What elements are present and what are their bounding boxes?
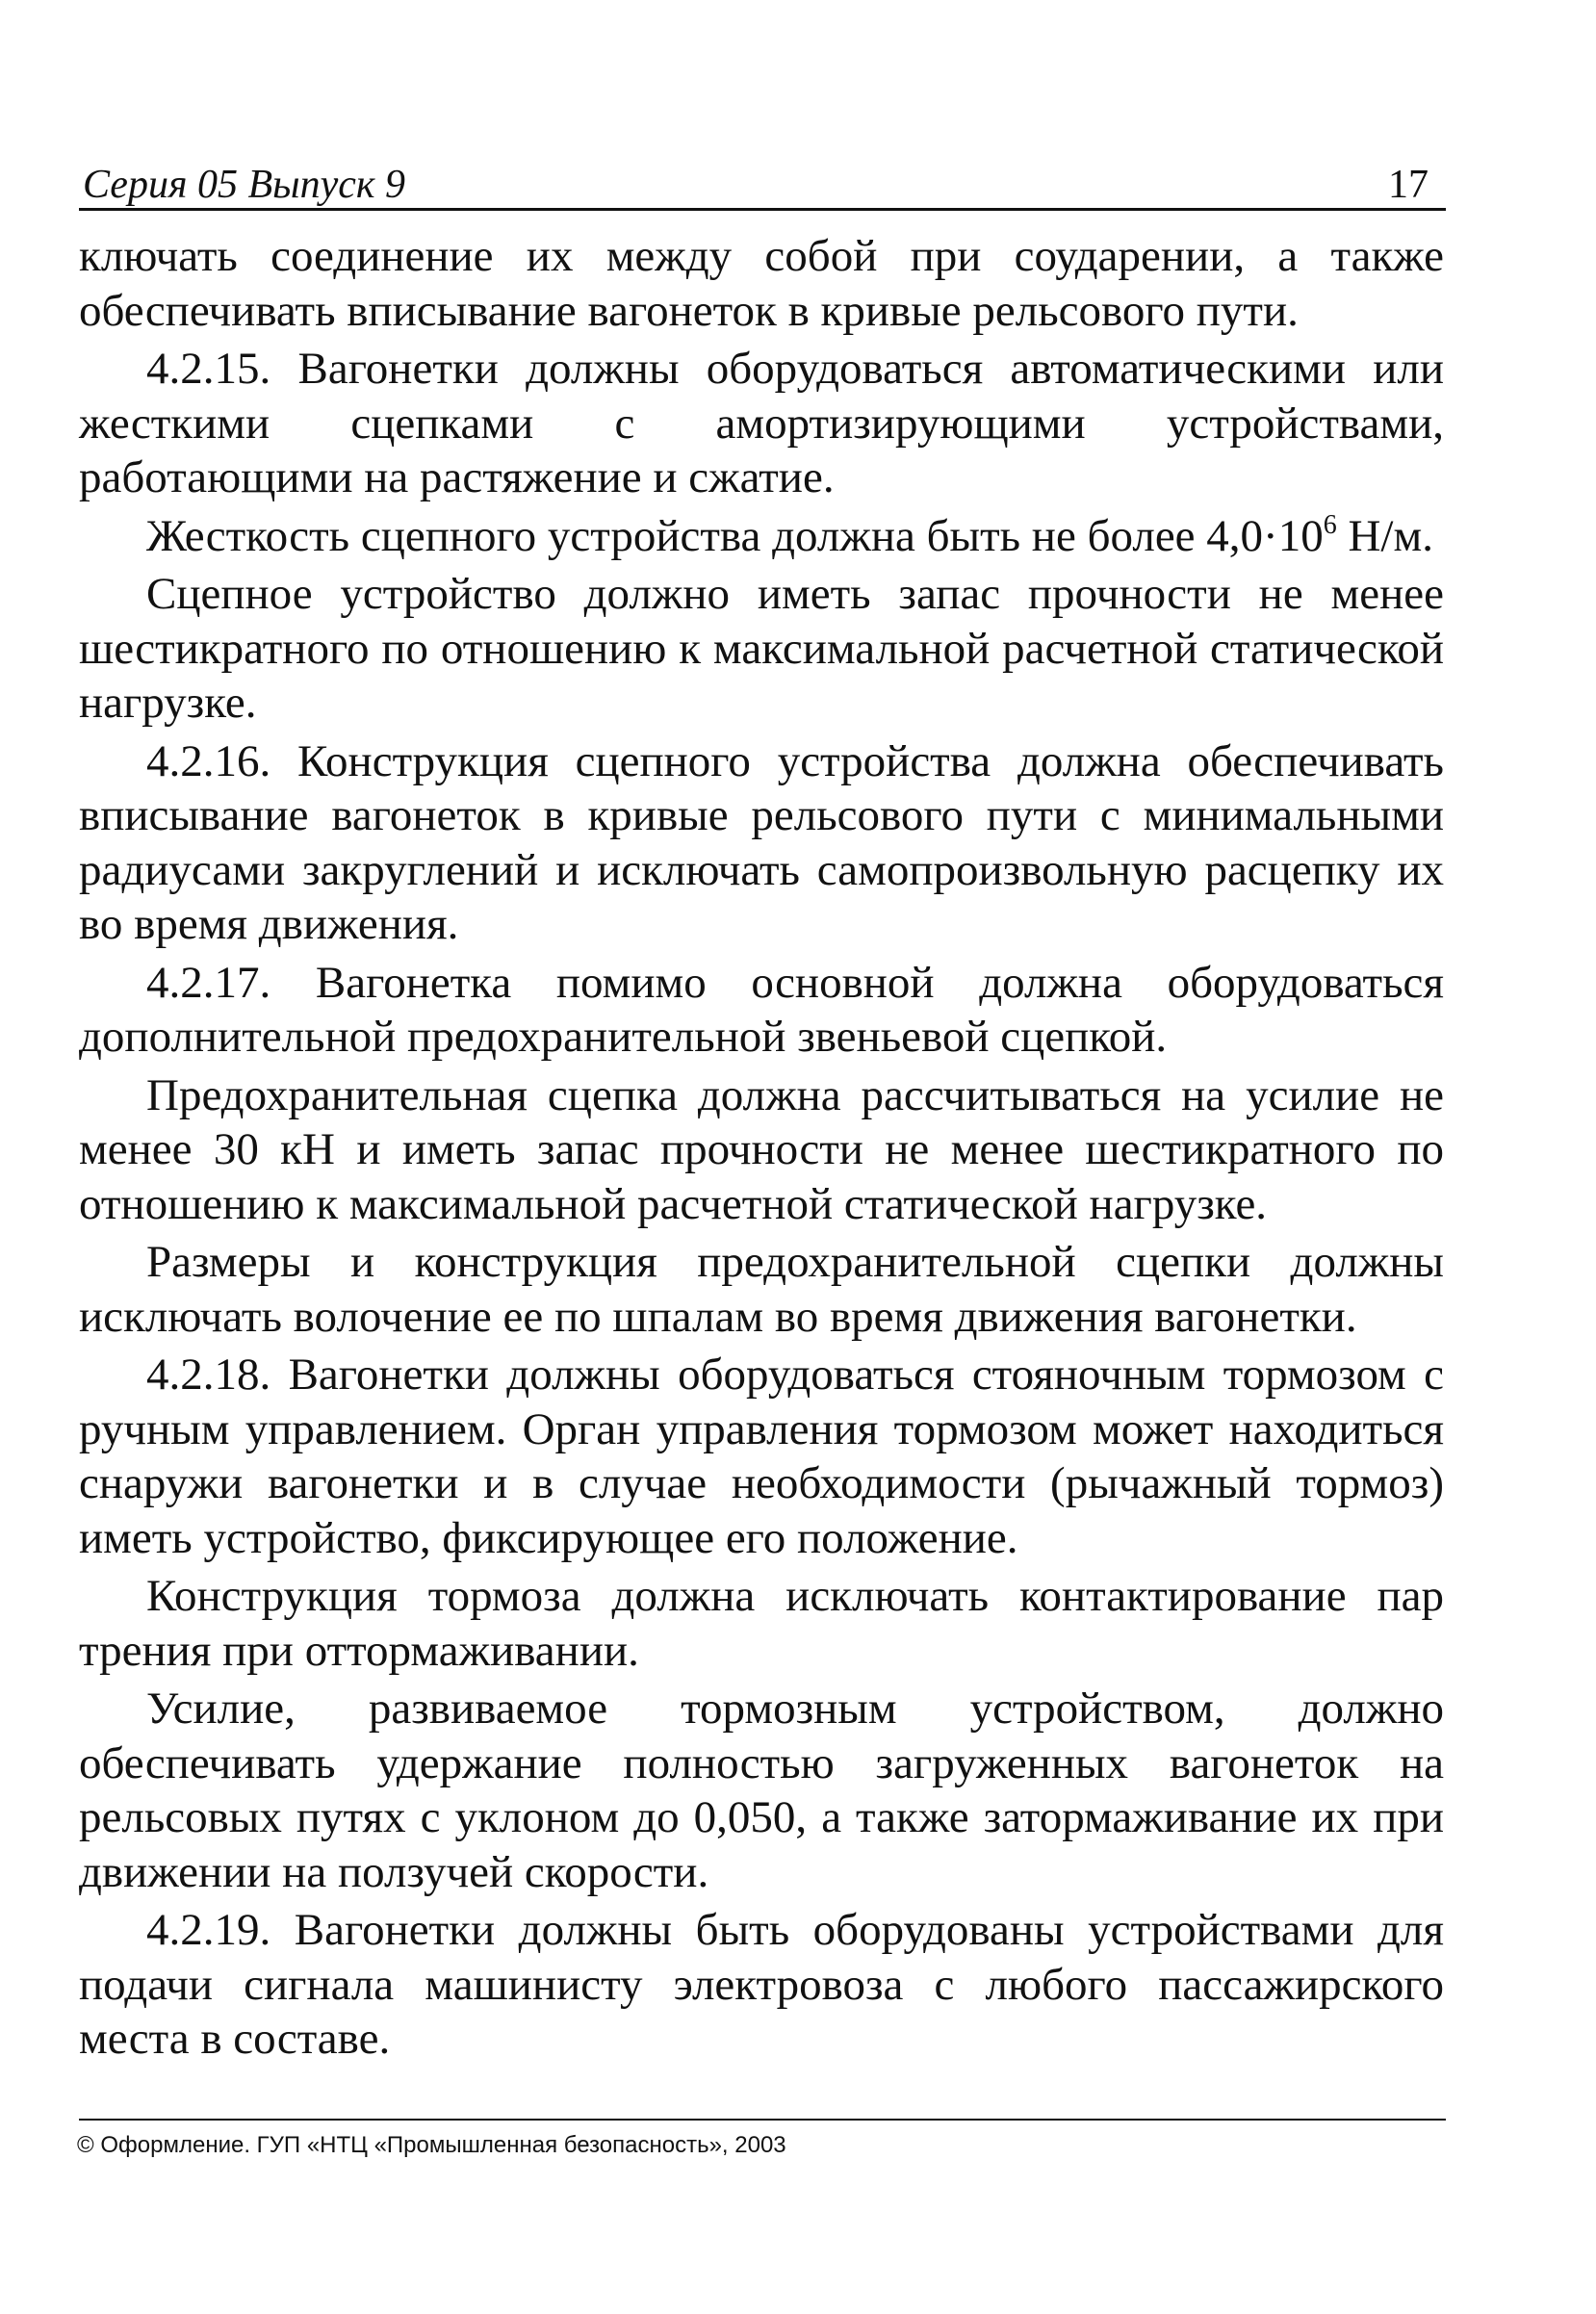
paragraph-4-2-19: 4.2.19. Вагонетки должны быть оборудованы устройствами для подачи сигнала машинисту электровоза с любого пассажирского места в составе. — [79, 1905, 1444, 2064]
footer-rule — [79, 2119, 1446, 2121]
paragraph-4-2-16: 4.2.16. Конструкция сцепного устройства должна обеспечивать вписывание вагонеток в кривые рельсового пути с минимальными радиусами закруглений и исключать самопроизвольную расцепку их во время движения. — [79, 735, 1444, 949]
paragraph-stiffness — [79, 509, 1444, 564]
header-rule — [79, 208, 1446, 211]
copyright-notice: © Оформление. ГУП «НТЦ «Промышленная безопасность», 2003 — [77, 2132, 786, 2158]
stiffness-text: Жесткость сцепного устройства должна быть не более 4,0·10 — [146, 510, 1324, 561]
page-number: 17 — [1388, 163, 1429, 207]
paragraph-coupling-dimensions: Размеры и конструкция предохранительной сцепки должны исключать волочение ее по шпалам во время движения вагонетки. — [79, 1237, 1444, 1342]
paragraph-brake-design: Конструкция тормоза должна исключать контактирование пар трения при оттормаживании. — [79, 1571, 1444, 1676]
body-text — [79, 229, 1444, 2070]
paragraph-safety-coupling: Предохранительная сцепка должна рассчитываться на усилие не менее 30 кН и иметь запас прочности не менее шестикратного по отношению к максимальной расчетной статической нагрузке. — [79, 1069, 1444, 1229]
paragraph-strength-reserve: Сцепное устройство должно иметь запас прочности не менее шестикратного по отношению к максимальной расчетной статической нагрузке. — [79, 569, 1444, 728]
stiffness-unit: Н/м. — [1336, 510, 1433, 561]
paragraph-brake-force: Усилие, развиваемое тормозным устройством, должно обеспечивать удержание полностью загруженных вагонеток на рельсовых путях с уклоном до 0,050, а также затормаживание их при движении на ползучей скорости. — [79, 1684, 1444, 1897]
paragraph-4-2-18: 4.2.18. Вагонетки должны оборудоваться стояночным тормозом с ручным управлением. Орган управления тормозом может находиться снаружи вагонетки и в случае необходимости (рычажный тормоз) иметь устройство, фиксирующее его положение. — [79, 1350, 1444, 1563]
series-title: Серия 05 Выпуск 9 — [83, 163, 405, 207]
paragraph-4-2-15: 4.2.15. Вагонетки должны оборудоваться автоматическими или жесткими сцепками с амортизирующими устройствами, работающими на растяжение и сжатие. — [79, 344, 1444, 502]
stiffness-exponent: 6 — [1323, 509, 1337, 540]
page-header — [79, 154, 1446, 212]
paragraph-4-2-17: 4.2.17. Вагонетка помимо основной должна оборудоваться дополнительной предохранительной звеньевой сцепкой. — [79, 957, 1444, 1062]
paragraph-continuation: ключать соединение их между собой при соударении, а также обеспечивать вписывание вагонеток в кривые рельсового пути. — [79, 231, 1444, 336]
